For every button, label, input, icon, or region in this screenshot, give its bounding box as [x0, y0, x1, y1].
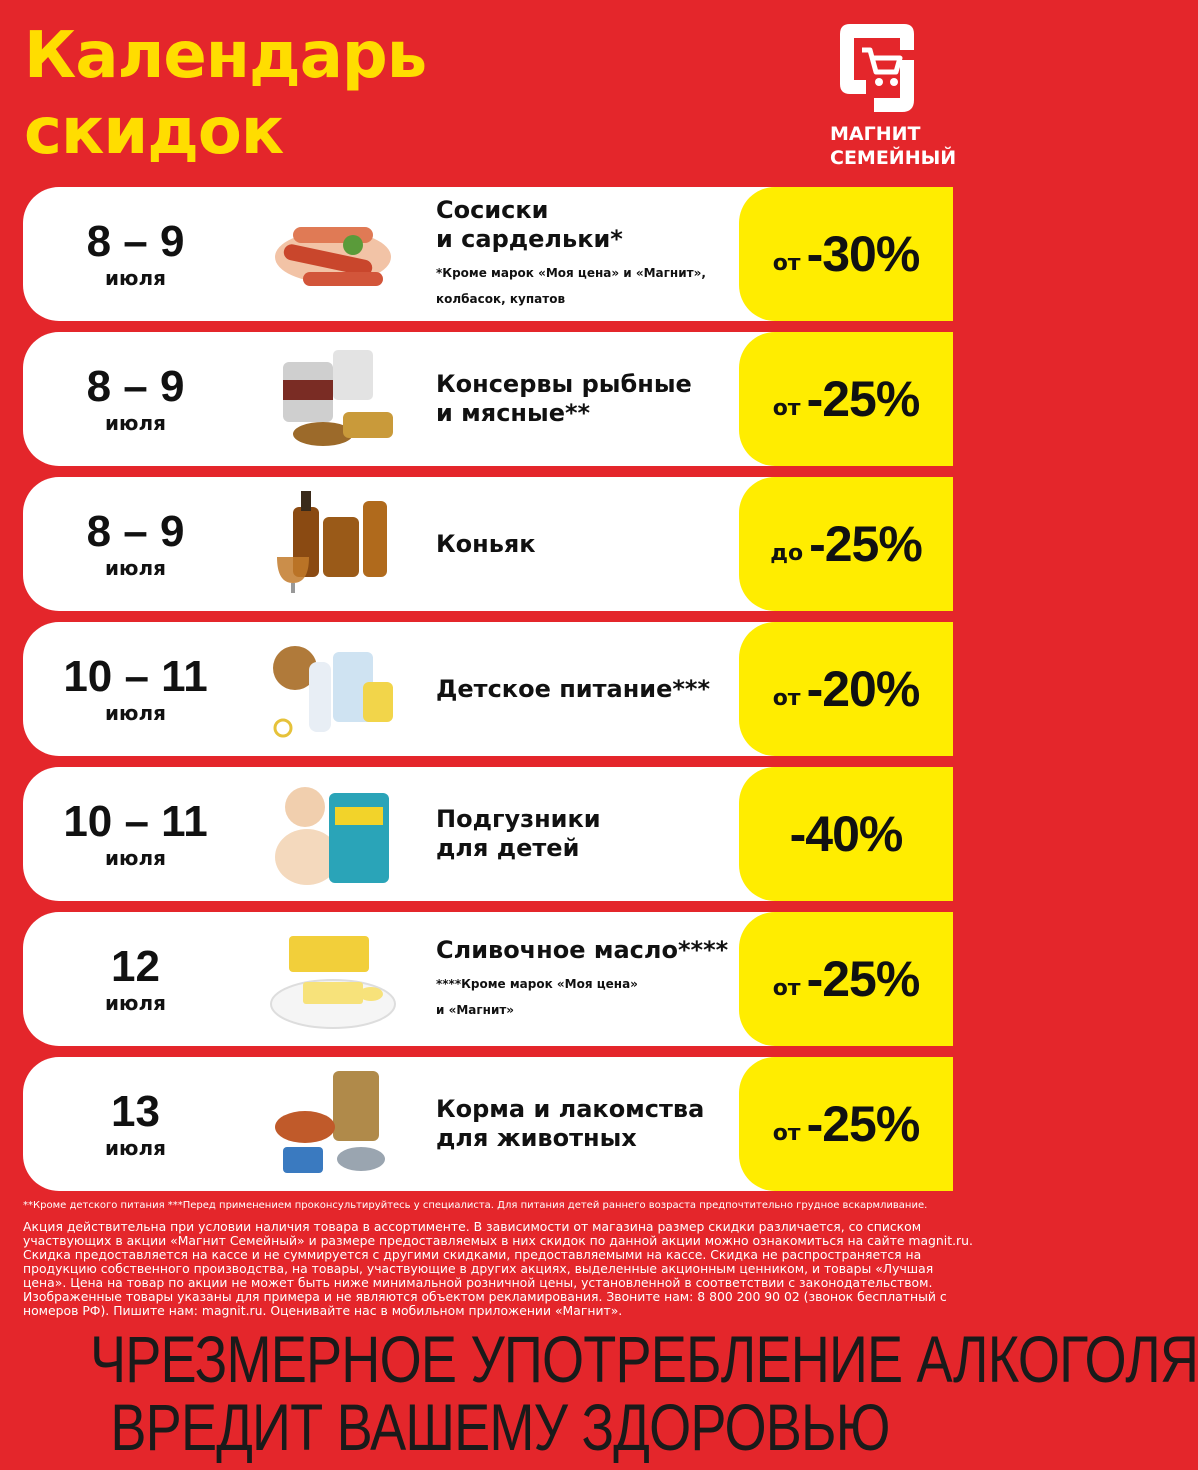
offer-product — [436, 767, 746, 901]
page-title — [24, 18, 426, 170]
offer-date-month: июля — [105, 701, 166, 725]
offer-row — [23, 187, 953, 321]
diapers-image — [263, 777, 403, 891]
offer-product — [436, 477, 746, 611]
offer-row — [23, 912, 953, 1046]
discount-value: -25% — [806, 371, 920, 427]
offer-date-month: июля — [105, 1136, 166, 1160]
warning-line-2: ВРЕДИТ ВАШЕМУ ЗДОРОВЬЮ — [110, 1390, 890, 1464]
offer-row — [23, 622, 953, 756]
discount-badge — [739, 1057, 953, 1191]
title-line-2: скидок — [24, 95, 284, 169]
offer-date-month: июля — [105, 846, 166, 870]
offer-date — [23, 332, 248, 466]
offer-date — [23, 477, 248, 611]
discount-badge — [739, 912, 953, 1046]
offer-date — [23, 912, 248, 1046]
discount-prefix: от — [772, 975, 801, 1001]
logo-text — [830, 122, 956, 170]
discount-prefix: от — [772, 250, 801, 276]
discount-prefix: от — [772, 1120, 801, 1146]
offer-row — [23, 1057, 953, 1191]
offer-date-month: июля — [105, 266, 166, 290]
offers-list — [23, 187, 953, 1202]
cognac-bottles-image — [263, 487, 403, 601]
discount-badge — [739, 187, 953, 321]
logo-line-1: МАГНИТ — [830, 123, 921, 145]
offer-date — [23, 767, 248, 901]
offer-date — [23, 187, 248, 321]
offer-product — [436, 1057, 746, 1191]
discount-prefix: до — [770, 540, 804, 566]
offer-product — [436, 332, 746, 466]
offer-product-name: Сливочное масло**** — [436, 935, 729, 964]
pet-food-image — [263, 1067, 403, 1181]
discount-badge — [739, 622, 953, 756]
offer-product-note: ****Кроме марок «Моя цена» и «Магнит» — [436, 976, 638, 1017]
discount-badge — [739, 477, 953, 611]
offer-product-name: Подгузники для детей — [436, 805, 601, 862]
offer-date-range: 10 – 11 — [63, 652, 208, 701]
discount-value: -20% — [806, 661, 920, 717]
offer-date — [23, 1057, 248, 1191]
discount-value: -40% — [789, 806, 903, 862]
offer-row — [23, 767, 953, 901]
offer-date-month: июля — [105, 991, 166, 1015]
logo-line-2: СЕМЕЙНЫЙ — [830, 147, 957, 169]
offer-product-name: Детское питание*** — [436, 674, 711, 703]
warning-line-1: ЧРЕЗМЕРНОЕ УПОТРЕБЛЕНИЕ АЛКОГОЛЯ — [90, 1322, 1198, 1396]
offer-date-range: 12 — [111, 942, 160, 991]
offer-product-note: *Кроме марок «Моя цена» и «Магнит», колбасок, купатов — [436, 266, 706, 306]
alcohol-warning — [90, 1322, 1198, 1464]
offer-date-range: 10 – 11 — [63, 797, 208, 846]
offer-date-range: 13 — [111, 1087, 160, 1136]
offer-product-name: Корма и лакомства для животных — [436, 1095, 705, 1152]
magnit-logo — [820, 20, 970, 180]
discount-value: -30% — [806, 226, 920, 282]
title-line-1: Календарь — [24, 19, 427, 93]
footnote: **Кроме детского питания ***Перед применением проконсультируйтесь у специалиста. Для питания детей раннего возраста предпочтительно грудное вскармливание. — [23, 1200, 928, 1211]
legal-text: Акция действительна при условии наличия товара в ассортименте. В зависимости от магазина размер скидки различается, со списком участвующих в акции «Магнит Семейный» и размере предоставляемых в них скидок по данной акции можно ознакомиться на сайте magnit.ru. Скидка предоставляется на кассе и не суммируется с другими скидками, предоставляемыми на кассе. Скидка не распространяется на продукцию собственного производства, на товары, участвующие в других акциях, выделенные акционным ценником, и товары «Лучшая цена». Цена на товар по акции не может быть ниже минимальной розничной цены, установленной в соответствии с законодательством. Изображенные товары указаны для примера и не являются объектом рекламирования. Звоните нам: 8 800 200 90 02 (звонок бесплатный с номеров РФ). Пишите нам: magnit.ru. Оценивайте нас в мобильном приложении «Магнит». — [23, 1219, 973, 1318]
butter-image — [263, 922, 403, 1036]
offer-row — [23, 332, 953, 466]
offer-product-name: Сосиски и сардельки* — [436, 196, 623, 253]
offer-date-range: 8 – 9 — [86, 507, 185, 556]
offer-date-range: 8 – 9 — [86, 362, 185, 411]
discount-value: -25% — [806, 951, 920, 1007]
canned-goods-image — [263, 342, 403, 456]
offer-date-month: июля — [105, 411, 166, 435]
offer-product-name: Коньяк — [436, 529, 536, 558]
discount-value: -25% — [806, 1096, 920, 1152]
sausages-image — [263, 197, 403, 311]
offer-row — [23, 477, 953, 611]
discount-badge — [739, 332, 953, 466]
offer-product — [436, 187, 746, 321]
magnit-logo-icon — [832, 20, 922, 116]
discount-prefix: от — [772, 395, 801, 421]
offer-date-range: 8 – 9 — [86, 217, 185, 266]
offer-product — [436, 912, 746, 1046]
discount-value: -25% — [809, 516, 922, 572]
baby-food-image — [263, 632, 403, 746]
offer-product-name: Консервы рыбные и мясные** — [436, 370, 692, 427]
offer-product — [436, 622, 746, 756]
discount-prefix: от — [772, 685, 801, 711]
discount-badge — [739, 767, 953, 901]
offer-date — [23, 622, 248, 756]
offer-date-month: июля — [105, 556, 166, 580]
